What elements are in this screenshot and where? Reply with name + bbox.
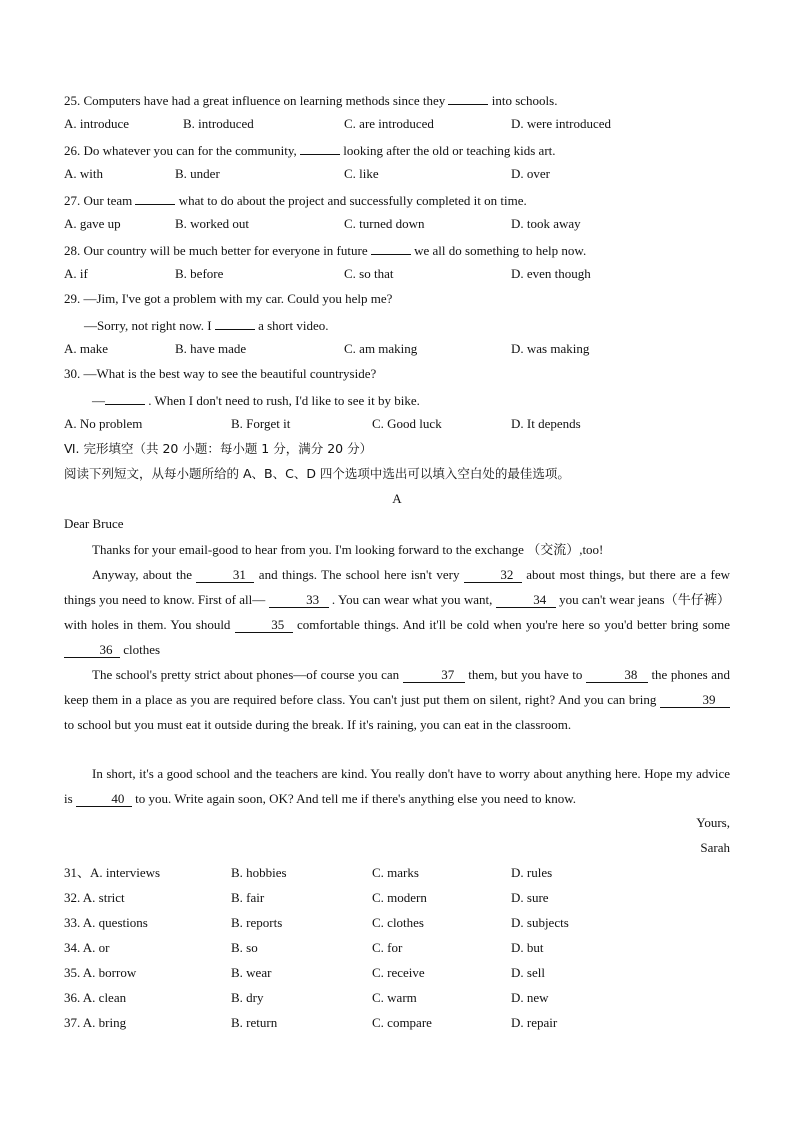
option-a: A. introduce bbox=[64, 116, 129, 131]
option-b: B. fair bbox=[231, 890, 265, 905]
option-b: B. so bbox=[231, 940, 258, 955]
question-26-stem bbox=[64, 141, 556, 159]
text: them, but you have to bbox=[464, 667, 586, 682]
option-a: A. with bbox=[64, 166, 103, 181]
text: you can't wear jeans（牛仔裤） with holes in them. You should bbox=[64, 592, 730, 632]
option-b: B. wear bbox=[231, 965, 272, 980]
option-d: D. was making bbox=[511, 341, 590, 356]
stem-text: into schools. bbox=[491, 93, 558, 108]
option-b: B. before bbox=[175, 266, 224, 281]
answer-blank bbox=[300, 141, 340, 155]
option-c: C. turned down bbox=[344, 216, 425, 231]
option-c: C. receive bbox=[372, 965, 425, 980]
option-c: C. warm bbox=[372, 990, 417, 1005]
option-b: B. under bbox=[175, 166, 220, 181]
option-d: D. rules bbox=[511, 865, 553, 880]
question-28-stem bbox=[64, 241, 586, 259]
answer-blank bbox=[135, 191, 175, 205]
stem-text: 26. Do whatever you can for the community, bbox=[64, 143, 297, 158]
blank-36: 36 bbox=[64, 643, 120, 658]
option-b: B. worked out bbox=[175, 216, 250, 231]
answer-blank bbox=[448, 91, 488, 105]
option-b: B. reports bbox=[231, 915, 283, 930]
text: In short, it's a good school and the teachers are kind. You really don't have to worry about anything here. Hope my advice is bbox=[64, 766, 730, 806]
option-d: D. even though bbox=[511, 266, 591, 281]
question-30-stem: 30. —What is the best way to see the beautiful countryside? bbox=[64, 366, 377, 381]
letter-signature: Sarah bbox=[700, 840, 730, 855]
text: clothes bbox=[120, 642, 161, 657]
option-c: C. compare bbox=[372, 1015, 432, 1030]
question-25-stem bbox=[64, 91, 557, 109]
letter-paragraph-4 bbox=[64, 761, 730, 811]
option-d: D. sure bbox=[511, 890, 549, 905]
stem-text: what to do about the project and successfully completed it on time. bbox=[178, 193, 527, 208]
option-c: C. so that bbox=[344, 266, 394, 281]
blank-32: 32 bbox=[464, 568, 522, 583]
blank-40: 40 bbox=[76, 792, 132, 807]
section-instruction: 阅读下列短文，从每小题所给的 A、B、C、D 四个选项中选出可以填入空白处的最佳选项。 bbox=[64, 466, 570, 481]
option-a: A. gave up bbox=[64, 216, 121, 231]
option-a: 37. A. bring bbox=[64, 1015, 127, 1030]
blank-38: 38 bbox=[586, 668, 648, 683]
option-d: D. new bbox=[511, 990, 549, 1005]
blank-35: 35 bbox=[235, 618, 293, 633]
blank-31: 31 bbox=[196, 568, 254, 583]
option-c: C. for bbox=[372, 940, 403, 955]
stem-text: we all do something to help now. bbox=[414, 243, 587, 258]
option-a: A. make bbox=[64, 341, 109, 356]
blank-39: 39 bbox=[660, 693, 730, 708]
option-c: C. marks bbox=[372, 865, 419, 880]
stem-text: 27. Our team bbox=[64, 193, 133, 208]
letter-paragraph-3 bbox=[64, 662, 730, 737]
letter-closing: Yours, bbox=[696, 815, 730, 830]
option-b: B. introduced bbox=[183, 116, 254, 131]
option-d: D. It depends bbox=[511, 416, 581, 431]
blank-33: 33 bbox=[269, 593, 329, 608]
option-c: C. Good luck bbox=[372, 416, 442, 431]
option-a: 31、A. interviews bbox=[64, 865, 161, 880]
stem-text: — bbox=[92, 393, 105, 408]
text: The school's pretty strict about phones—of course you can bbox=[92, 667, 403, 682]
text: about most things, but there are a few things you need to know. First of all— bbox=[64, 567, 730, 607]
option-d: D. took away bbox=[511, 216, 581, 231]
section-heading: Ⅵ. 完形填空（共 20 小题：每小题 1 分，满分 20 分） bbox=[64, 441, 373, 456]
stem-text: . When I don't need to rush, I'd like to see it by bike. bbox=[148, 393, 420, 408]
option-b: B. return bbox=[231, 1015, 278, 1030]
option-a: 35. A. borrow bbox=[64, 965, 137, 980]
option-d: D. over bbox=[511, 166, 550, 181]
letter-paragraph-2 bbox=[64, 562, 730, 662]
option-d: D. subjects bbox=[511, 915, 569, 930]
stem-text: 25. Computers have had a great influence on learning methods since they bbox=[64, 93, 446, 108]
stem-text: 28. Our country will be much better for everyone in future bbox=[64, 243, 368, 258]
option-c: C. like bbox=[344, 166, 379, 181]
text: to you. Write again soon, OK? And tell me if there's anything else you need to know. bbox=[131, 791, 577, 806]
option-d: D. repair bbox=[511, 1015, 558, 1030]
option-c: C. modern bbox=[372, 890, 427, 905]
stem-text: looking after the old or teaching kids art. bbox=[343, 143, 556, 158]
option-b: B. have made bbox=[175, 341, 247, 356]
text: and things. The school here isn't very bbox=[254, 567, 464, 582]
passage-label: A bbox=[392, 491, 402, 506]
stem-text: —Sorry, not right now. I bbox=[84, 318, 212, 333]
option-d: D. were introduced bbox=[511, 116, 611, 131]
option-a: 32. A. strict bbox=[64, 890, 125, 905]
blank-37: 37 bbox=[403, 668, 465, 683]
option-c: C. clothes bbox=[372, 915, 424, 930]
option-b: B. Forget it bbox=[231, 416, 291, 431]
question-27-stem bbox=[64, 191, 527, 209]
letter-greeting: Dear Bruce bbox=[64, 516, 124, 531]
question-30-reply bbox=[92, 391, 420, 409]
text: the phones and keep them in a place as you are required before class. You can't just put them on silent, right? And you can bring bbox=[64, 667, 730, 707]
answer-blank bbox=[215, 316, 255, 330]
question-29-reply bbox=[84, 316, 329, 334]
option-c: C. am making bbox=[344, 341, 418, 356]
text: Anyway, about the bbox=[92, 567, 197, 582]
text: . You can wear what you want, bbox=[328, 592, 496, 607]
letter-paragraph-1: Thanks for your email-good to hear from you. I'm looking forward to the exchange （交流）,too! bbox=[92, 542, 604, 557]
question-29-stem: 29. —Jim, I've got a problem with my car. Could you help me? bbox=[64, 291, 393, 306]
option-a: 33. A. questions bbox=[64, 915, 148, 930]
answer-blank bbox=[371, 241, 411, 255]
answer-blank bbox=[105, 391, 145, 405]
blank-34: 34 bbox=[496, 593, 556, 608]
option-a: A. if bbox=[64, 266, 88, 281]
option-a: 36. A. clean bbox=[64, 990, 127, 1005]
text: comfortable things. And it'll be cold when you're here so you'd better bring some bbox=[292, 617, 731, 632]
stem-text: a short video. bbox=[258, 318, 329, 333]
option-a: A. No problem bbox=[64, 416, 143, 431]
option-b: B. hobbies bbox=[231, 865, 287, 880]
option-a: 34. A. or bbox=[64, 940, 110, 955]
text: to school but you must eat it outside during the break. If it's raining, you can eat in the classroom. bbox=[64, 717, 572, 732]
option-b: B. dry bbox=[231, 990, 264, 1005]
option-c: C. are introduced bbox=[344, 116, 434, 131]
option-d: D. but bbox=[511, 940, 544, 955]
option-d: D. sell bbox=[511, 965, 545, 980]
